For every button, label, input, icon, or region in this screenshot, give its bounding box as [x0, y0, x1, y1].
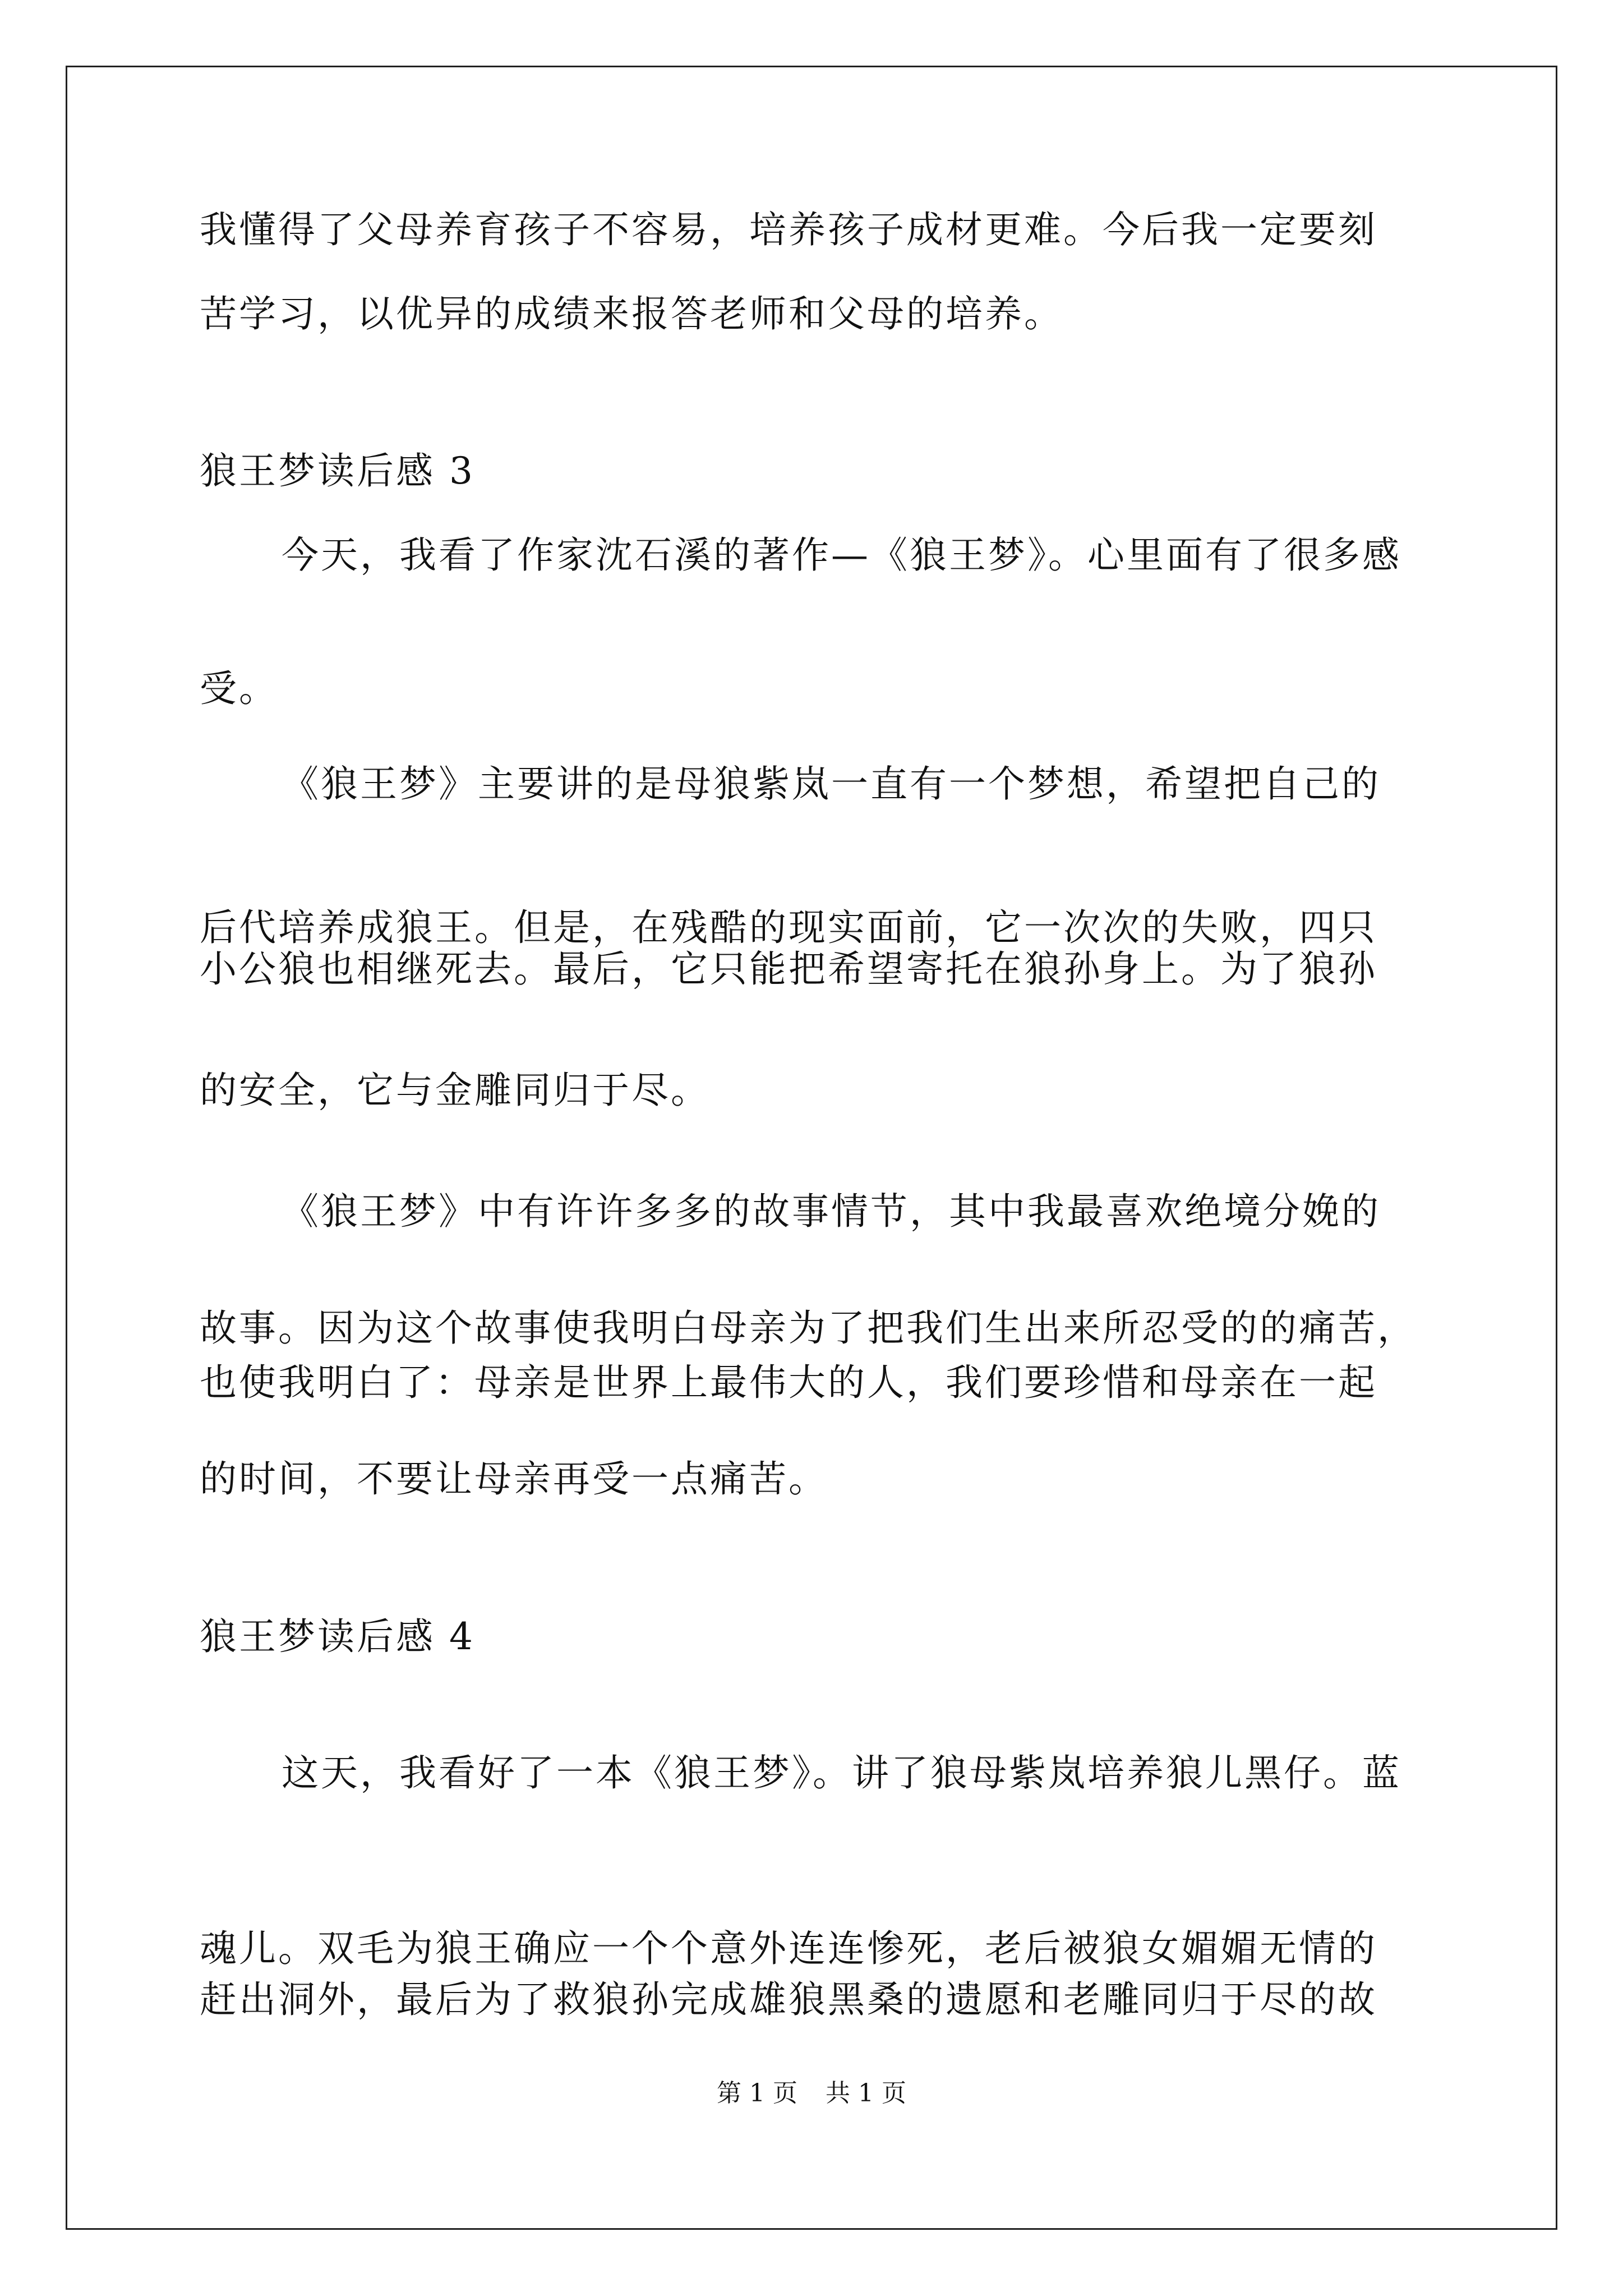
paragraph-line: 也使我明白了：母亲是世界上最伟大的人，我们要珍惜和母亲在一起	[200, 1361, 1377, 1404]
section-heading: 狼王梦读后感 3	[200, 449, 475, 493]
paragraph-line: 受。	[200, 667, 278, 710]
paragraph-line: 我懂得了父母养育孩子不容易，培养孩子成材更难。今后我一定要刻	[200, 208, 1377, 251]
paragraph-line: 的安全，它与金雕同归于尽。	[200, 1069, 710, 1112]
page-total: 共 1 页	[826, 2079, 906, 2108]
section-heading: 狼王梦读后感 4	[200, 1615, 475, 1658]
paragraph-line: 《狼王梦》中有许许多多的故事情节，其中我最喜欢绝境分娩的	[282, 1190, 1381, 1233]
paragraph-line: 这天，我看好了一本《狼王梦》。讲了狼母紫岚培养狼儿黑仔。蓝	[282, 1751, 1401, 1795]
paragraph-line: 苦学习，以优异的成绩来报答老师和父母的培养。	[200, 292, 1063, 335]
paragraph-line: 的时间，不要让母亲再受一点痛苦。	[200, 1457, 828, 1501]
paragraph-line: 故事。因为这个故事使我明白母亲为了把我们生出来所忍受的的痛苦，	[200, 1306, 1417, 1350]
paragraph-line: 小公狼也相继死去。最后，它只能把希望寄托在狼孙身上。为了狼孙	[200, 947, 1377, 991]
page-footer	[0, 2078, 1623, 2109]
paragraph-line: 今天，我看了作家沈石溪的著作—《狼王梦》。心里面有了很多感	[282, 533, 1401, 577]
paragraph-line: 赶出洞外，最后为了救狼孙完成雄狼黑桑的遗愿和老雕同归于尽的故	[200, 1978, 1377, 2021]
paragraph-line: 后代培养成狼王。但是，在残酷的现实面前，它一次次的失败，四只	[200, 906, 1377, 949]
paragraph-line: 《狼王梦》主要讲的是母狼紫岚一直有一个梦想，希望把自己的	[282, 762, 1381, 806]
page-number: 第 1 页	[717, 2079, 797, 2108]
page-border	[66, 66, 1557, 2230]
paragraph-line: 魂儿。双毛为狼王确应一个个意外连连惨死，老后被狼女媚媚无情的	[200, 1927, 1377, 1970]
